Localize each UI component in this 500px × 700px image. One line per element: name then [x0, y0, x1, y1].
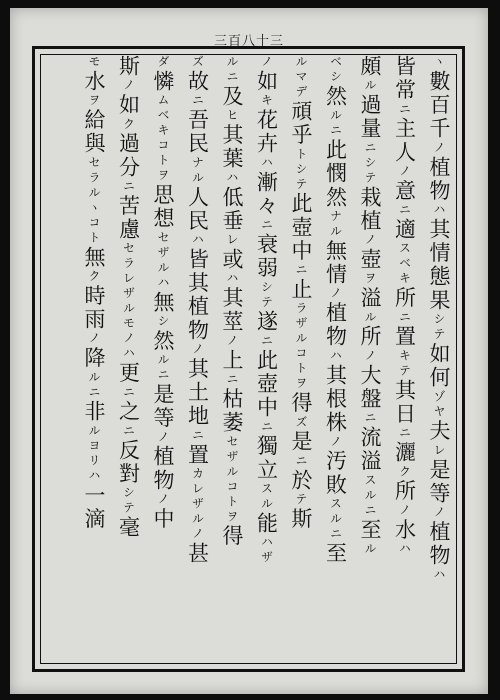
page-number: 三百八十三 — [213, 34, 284, 49]
text-line: ズ故ニ吾民ナル人民ハ皆其植物ノ其土地ニ置カレザルノ甚 — [185, 55, 210, 566]
text-line: 斯ノ如ク過分ニ苦慮セラレザルモノハ更ニ之ニ反對シテ毫 — [116, 55, 141, 540]
text-line: ダ憐ムベキコトヲ思想セザルハ無シ然ルニ是等ノ植物ノ中 — [151, 55, 175, 532]
text-line: モ水ヲ給與セラルヽコト無ク時雨ノ降ルニ非ルヨリハ一滴 — [82, 55, 106, 532]
text-line: ルマデ頑乎トシテ此壺中ニ止ラザルコトヲ得ズ是ニ於テ斯 — [289, 55, 313, 532]
text-frame — [32, 46, 465, 672]
text-line: 頗ル過量ニシテ栽植ノ壺ヲ溢ル所ノ大盤ニ流溢スルニ至ル — [358, 55, 382, 557]
text-line: ノ如キ花卉ハ漸々ニ衰弱シテ遂ニ此壺中ニ獨立スル能ハザ — [254, 55, 279, 566]
text-line: ベシ然ルニ此憫然ナル無情ノ植物ハ其根株ノ汚敗スルニ至 — [323, 55, 348, 566]
book-page — [10, 8, 488, 694]
text-line: ルニ及ヒ其葉ハ低垂レ或ハ其莖ノ上ニ枯萎セザルコトヲ得 — [220, 55, 244, 549]
text-line: 皆常ニ主人ノ意ニ適スベキ所ニ置キテ其日ニ灑ク所ノ水ハ — [392, 55, 417, 557]
text-line: ヽ數百千ノ植物ハ其情態果シテ如何ゾヤ夫レ是等ノ植物ハ — [427, 55, 451, 583]
vertical-text-body — [41, 55, 456, 663]
